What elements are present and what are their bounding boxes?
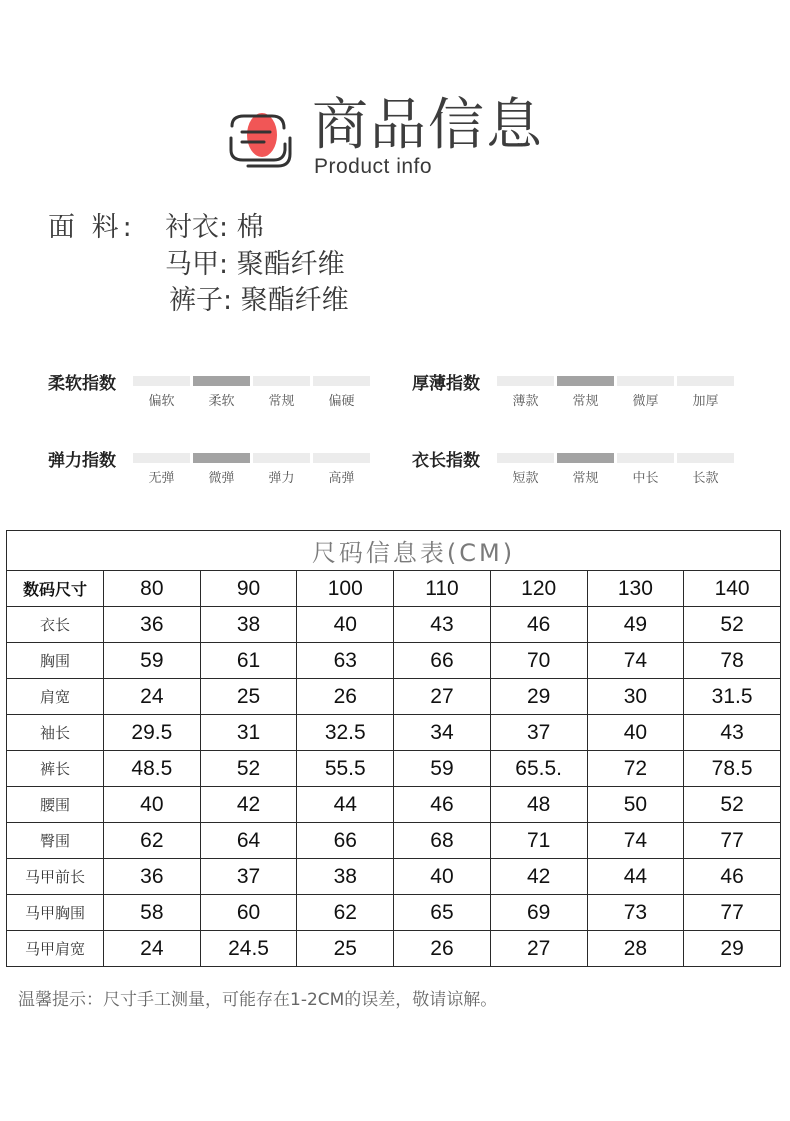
table-cell: 29.5 (104, 715, 201, 751)
header-cell: 140 (684, 571, 781, 607)
scale-segment (253, 376, 310, 386)
header-cell: 120 (490, 571, 587, 607)
table-cell: 40 (104, 787, 201, 823)
index-option: 高弹 (328, 471, 355, 486)
table-row (7, 823, 781, 859)
header-cell: 80 (104, 571, 201, 607)
scale-segment (677, 453, 734, 463)
table-cell: 36 (104, 607, 201, 643)
table-row (7, 679, 781, 715)
table-cell: 68 (394, 823, 491, 859)
table-cell: 46 (684, 859, 781, 895)
scale-segment (133, 376, 190, 386)
table-cell: 78.5 (684, 751, 781, 787)
table-cell: 74 (587, 643, 684, 679)
index-option: 加厚 (692, 394, 719, 409)
scale-segment (313, 453, 370, 463)
table-cell: 55.5 (297, 751, 394, 787)
table-cell: 59 (394, 751, 491, 787)
table-row (7, 607, 781, 643)
table-cell: 40 (394, 859, 491, 895)
header-cell: 130 (587, 571, 684, 607)
table-header-row (7, 571, 781, 607)
index-option: 偏硬 (328, 394, 355, 409)
table-cell: 73 (587, 895, 684, 931)
index-scale (497, 453, 734, 463)
index-option: 微厚 (632, 394, 659, 409)
size-chart-table (6, 530, 781, 967)
table-cell: 25 (297, 931, 394, 967)
scale-segment (497, 376, 554, 386)
table-cell: 34 (394, 715, 491, 751)
table-cell: 37 (200, 859, 297, 895)
scale-segment (133, 453, 190, 463)
row-label-cell: 衣长 (7, 607, 104, 643)
fabric-item-vest: 马甲: 聚酯纤维 (165, 249, 345, 280)
index-option: 短款 (512, 471, 539, 486)
table-row (7, 715, 781, 751)
table-cell: 29 (684, 931, 781, 967)
scale-segment-selected (557, 376, 614, 386)
row-label-cell: 袖长 (7, 715, 104, 751)
index-option: 薄款 (512, 394, 539, 409)
index-option: 常规 (572, 394, 599, 409)
scale-segment (497, 453, 554, 463)
table-cell: 77 (684, 895, 781, 931)
table-cell: 61 (200, 643, 297, 679)
index-option: 偏软 (148, 394, 175, 409)
scale-segment (617, 376, 674, 386)
size-chart-caption: 尺码信息表(CM) (7, 531, 781, 571)
table-cell: 48.5 (104, 751, 201, 787)
table-cell: 30 (587, 679, 684, 715)
row-label-cell: 胸围 (7, 643, 104, 679)
index-scale (133, 453, 370, 463)
table-cell: 42 (490, 859, 587, 895)
table-cell: 25 (200, 679, 297, 715)
header-cell: 数码尺寸 (7, 571, 104, 607)
index-name: 弹力指数 (48, 451, 116, 471)
scale-segment (253, 453, 310, 463)
table-cell: 38 (200, 607, 297, 643)
table-row (7, 643, 781, 679)
scale-segment-selected (557, 453, 614, 463)
table-row (7, 787, 781, 823)
scale-segment (617, 453, 674, 463)
table-cell: 63 (297, 643, 394, 679)
table-cell: 65.5. (490, 751, 587, 787)
table-cell: 50 (587, 787, 684, 823)
table-cell: 70 (490, 643, 587, 679)
row-label-cell: 肩宽 (7, 679, 104, 715)
table-cell: 38 (297, 859, 394, 895)
table-cell: 43 (394, 607, 491, 643)
table-cell: 72 (587, 751, 684, 787)
product-info-header (226, 93, 566, 188)
fabric-item-shirt: 衬衣: 棉 (165, 212, 264, 243)
table-cell: 27 (490, 931, 587, 967)
index-name: 衣长指数 (412, 451, 480, 471)
index-option: 柔软 (208, 394, 235, 409)
table-cell: 64 (200, 823, 297, 859)
row-label-cell: 马甲肩宽 (7, 931, 104, 967)
table-row (7, 859, 781, 895)
table-cell: 28 (587, 931, 684, 967)
index-name: 厚薄指数 (412, 374, 480, 394)
table-cell: 44 (297, 787, 394, 823)
index-option: 常规 (268, 394, 295, 409)
table-cell: 62 (104, 823, 201, 859)
table-row (7, 931, 781, 967)
info-list-icon (226, 104, 296, 170)
header-cell: 90 (200, 571, 297, 607)
table-cell: 52 (684, 787, 781, 823)
index-scale (497, 376, 734, 386)
index-option: 弹力 (268, 471, 295, 486)
table-cell: 43 (684, 715, 781, 751)
index-option: 长款 (692, 471, 719, 486)
table-cell: 52 (684, 607, 781, 643)
index-option: 中长 (632, 471, 659, 486)
table-cell: 48 (490, 787, 587, 823)
table-cell: 40 (297, 607, 394, 643)
table-cell: 24 (104, 931, 201, 967)
index-name: 柔软指数 (48, 374, 116, 394)
row-label-cell: 马甲前长 (7, 859, 104, 895)
table-cell: 27 (394, 679, 491, 715)
table-cell: 69 (490, 895, 587, 931)
table-cell: 59 (104, 643, 201, 679)
index-option: 无弹 (148, 471, 175, 486)
table-cell: 49 (587, 607, 684, 643)
table-row (7, 895, 781, 931)
row-label-cell: 裤长 (7, 751, 104, 787)
row-label-cell: 臀围 (7, 823, 104, 859)
header-cell: 110 (394, 571, 491, 607)
table-cell: 31.5 (684, 679, 781, 715)
table-cell: 52 (200, 751, 297, 787)
table-cell: 58 (104, 895, 201, 931)
index-option: 常规 (572, 471, 599, 486)
table-cell: 24.5 (200, 931, 297, 967)
index-option: 微弹 (208, 471, 235, 486)
table-cell: 65 (394, 895, 491, 931)
table-cell: 77 (684, 823, 781, 859)
index-scale (133, 376, 370, 386)
table-cell: 62 (297, 895, 394, 931)
table-cell: 26 (297, 679, 394, 715)
table-cell: 71 (490, 823, 587, 859)
page-title: 商品信息 (312, 93, 544, 158)
table-cell: 36 (104, 859, 201, 895)
table-cell: 37 (490, 715, 587, 751)
row-label-cell: 马甲胸围 (7, 895, 104, 931)
table-cell: 46 (490, 607, 587, 643)
page-subtitle: Product info (314, 155, 433, 178)
table-cell: 66 (297, 823, 394, 859)
table-cell: 74 (587, 823, 684, 859)
table-cell: 24 (104, 679, 201, 715)
measurement-note: 温馨提示：尺寸手工测量，可能存在1-2CM的误差，敬请谅解。 (18, 990, 498, 1010)
header-cell: 100 (297, 571, 394, 607)
scale-segment (677, 376, 734, 386)
table-cell: 60 (200, 895, 297, 931)
table-cell: 32.5 (297, 715, 394, 751)
scale-segment-selected (193, 453, 250, 463)
table-cell: 31 (200, 715, 297, 751)
table-row (7, 751, 781, 787)
table-cell: 42 (200, 787, 297, 823)
scale-segment-selected (193, 376, 250, 386)
table-cell: 40 (587, 715, 684, 751)
fabric-item-pants: 裤子: 聚酯纤维 (169, 285, 349, 316)
table-cell: 44 (587, 859, 684, 895)
scale-segment (313, 376, 370, 386)
fabric-label: 面 料: (48, 212, 136, 243)
row-label-cell: 腰围 (7, 787, 104, 823)
table-cell: 29 (490, 679, 587, 715)
table-cell: 66 (394, 643, 491, 679)
table-cell: 78 (684, 643, 781, 679)
table-cell: 26 (394, 931, 491, 967)
table-cell: 46 (394, 787, 491, 823)
